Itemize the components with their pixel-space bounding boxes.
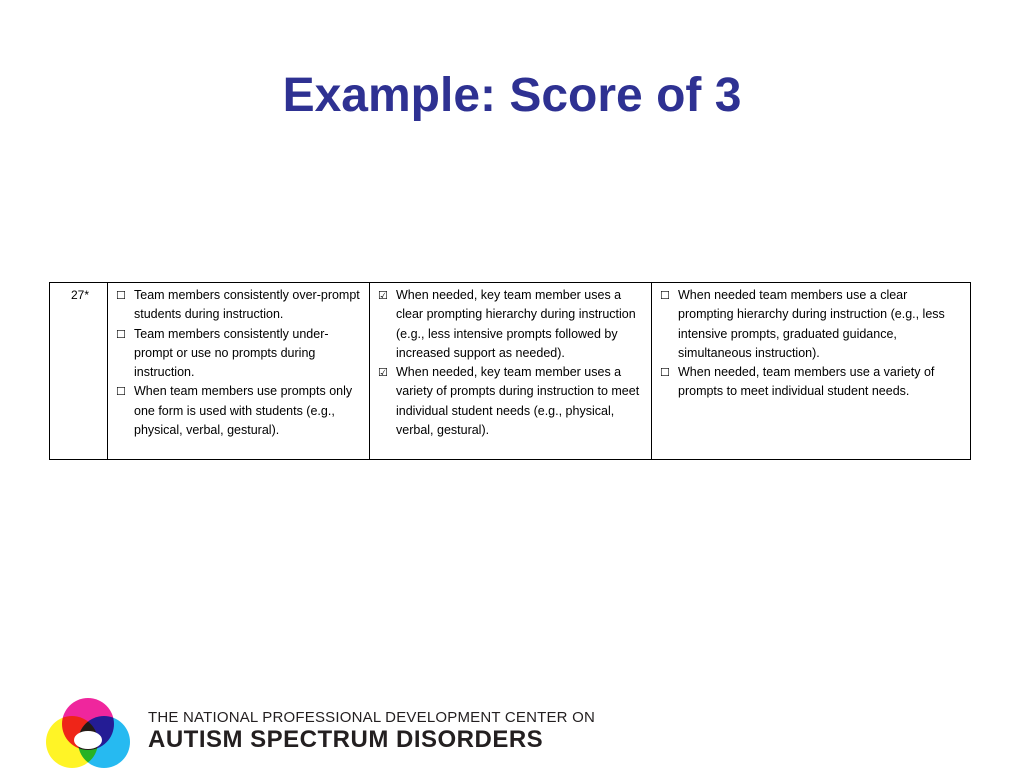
criterion-text: Team members consistently under-prompt or use no prompts during instruction.: [134, 326, 329, 380]
criterion-text: When team members use prompts only one form is used with students (e.g., physical, verbal, gestural).: [134, 384, 353, 438]
checkbox-unchecked-icon: ☐: [116, 289, 126, 302]
criterion-item: [116, 286, 363, 325]
criterion-text: When needed, key team member uses a variety of prompts during instruction to meet individual student needs (e.g., physical, verbal, gestural).: [396, 365, 640, 438]
footer: [40, 694, 740, 768]
criterion-item: [378, 286, 645, 363]
rubric-table: [49, 282, 971, 460]
checkbox-checked-icon: ☑: [378, 289, 388, 302]
criterion-item: [660, 286, 964, 363]
rubric-column-score-3: [370, 283, 652, 460]
criterion-text: When needed team members use a clear prompting hierarchy during instruction (e.g., less intensive prompts, graduated guidance, simultaneous instruction).: [678, 288, 945, 360]
checkbox-checked-icon: ☑: [378, 366, 388, 380]
criterion-text: Team members consistently over-prompt students during instruction.: [134, 288, 360, 322]
npdc-logo-icon: [40, 694, 140, 768]
checkbox-unchecked-icon: ☐: [116, 385, 126, 399]
criterion-item: [116, 325, 363, 383]
item-number: 27*: [50, 283, 108, 460]
org-name-line2: AUTISM SPECTRUM DISORDERS: [148, 726, 544, 753]
org-name-line1: THE NATIONAL PROFESSIONAL DEVELOPMENT CENTER ON: [148, 709, 595, 726]
criterion-text: When needed, key team member uses a clear prompting hierarchy during instruction (e.g., less intensive prompts followed by increased support as needed).: [396, 288, 636, 360]
criterion-item: [660, 363, 964, 402]
checkbox-unchecked-icon: ☐: [660, 289, 670, 302]
criterion-item: [378, 363, 645, 440]
rubric-column-score-5: [652, 283, 971, 460]
rubric-row: [50, 283, 971, 460]
criterion-item: [116, 382, 363, 440]
checkbox-unchecked-icon: ☐: [116, 327, 126, 341]
slide-title: Example: Score of 3: [282, 69, 742, 122]
criterion-text: When needed, team members use a variety of prompts to meet individual student needs.: [678, 365, 935, 399]
rubric-column-score-1: [108, 283, 370, 460]
checkbox-unchecked-icon: ☐: [660, 366, 670, 380]
